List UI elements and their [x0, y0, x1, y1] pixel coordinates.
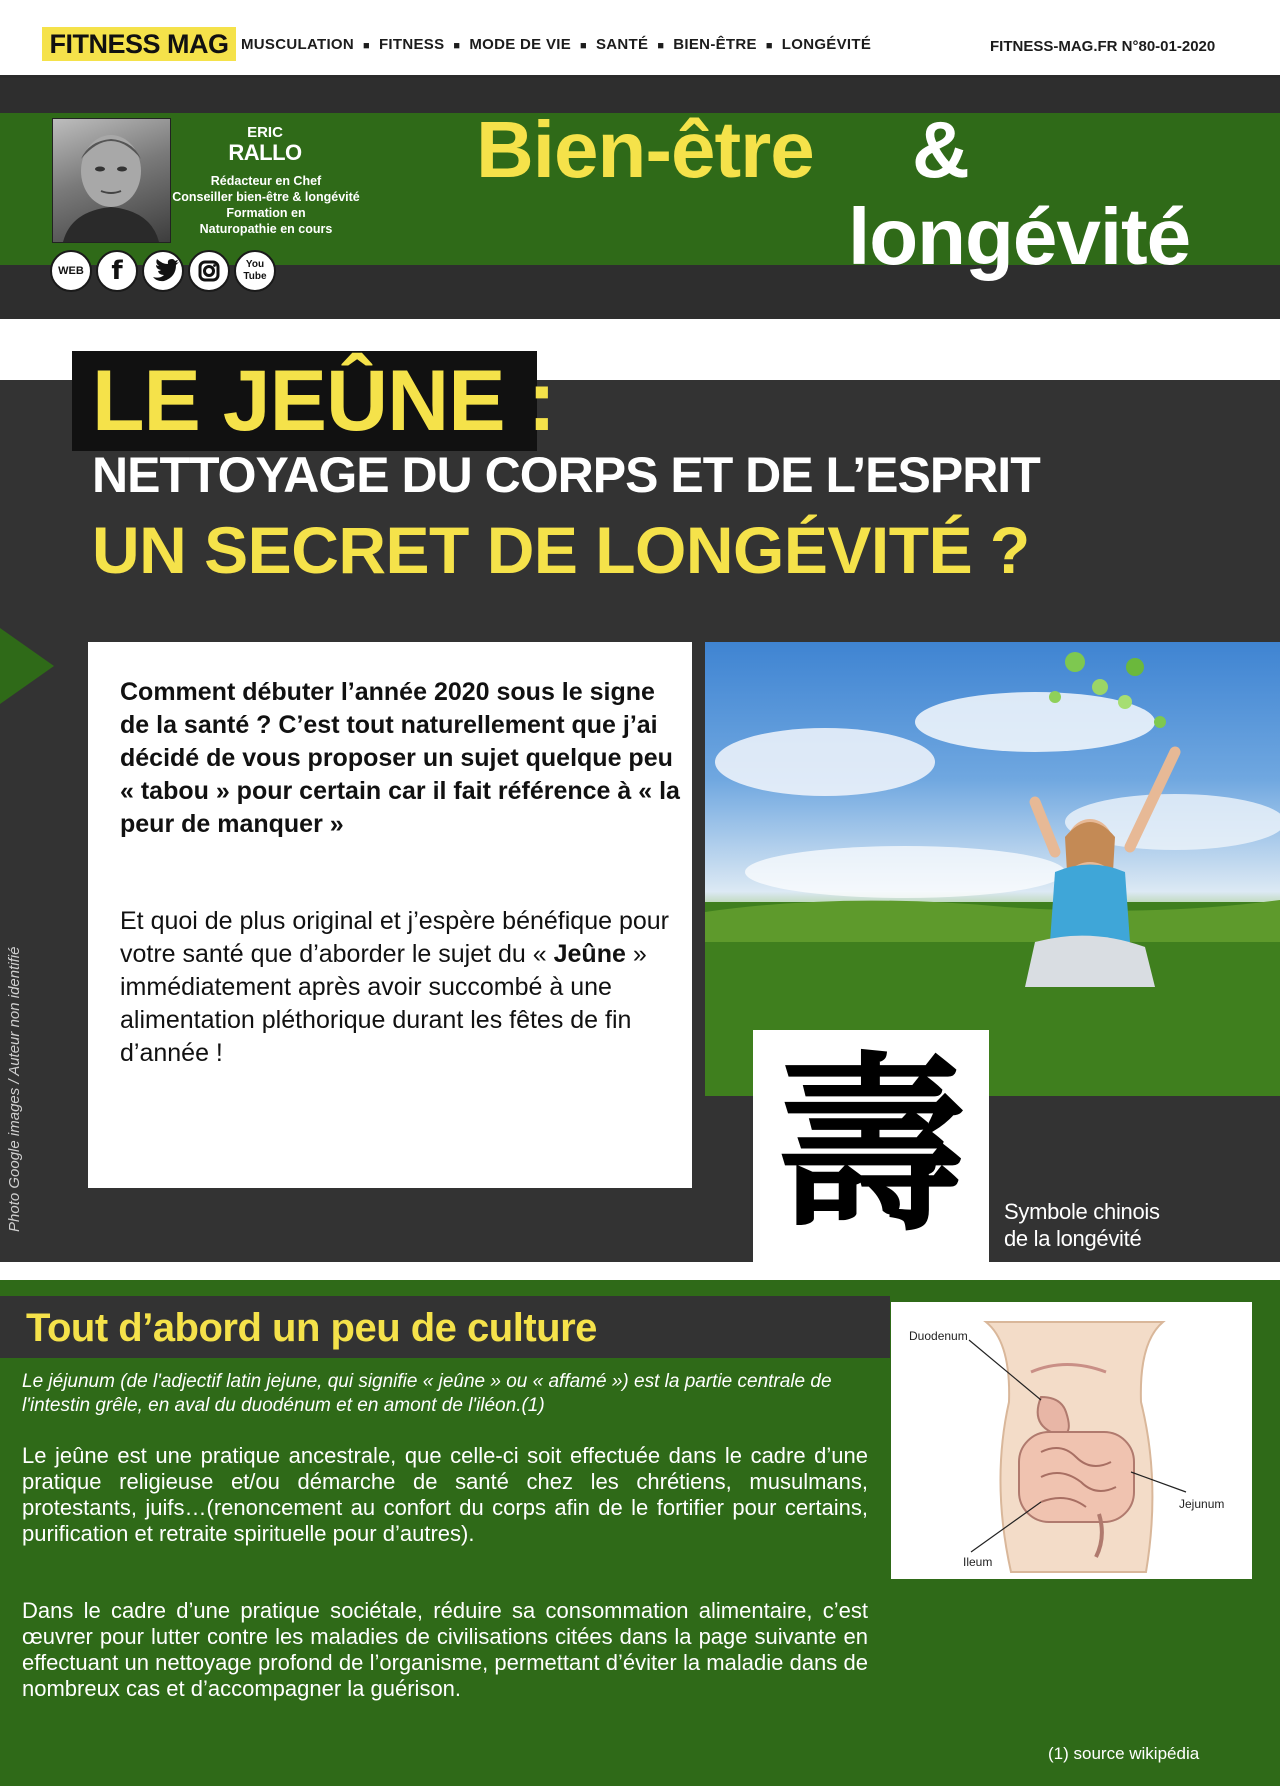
nav-separator: ■ [580, 40, 587, 52]
section-title: Bien-être [476, 105, 814, 194]
nav-item-fitness[interactable]: FITNESS [378, 36, 445, 53]
culture-definition: Le jéjunum (de l'adjectif latin jejune, qui signifie « jeûne » ou « affamé ») est la partie centrale de l'intestin grêle, en aval du duodénum et en amont de l'iléon.(1) [22, 1371, 832, 1416]
intestine-diagram [891, 1302, 1252, 1579]
article-subtitle-question: UN SECRET DE LONGÉVITÉ ? [92, 513, 1030, 587]
intro-text: Et quoi de plus original et j’espère bénéfique pour votre santé que d’aborder le sujet du « [120, 907, 669, 968]
section-title-ampersand: & [912, 105, 970, 194]
nav-separator: ■ [453, 40, 461, 52]
nav-item-longevite[interactable]: LONGÉVITÉ [781, 36, 872, 53]
article-subtitle: NETTOYAGE DU CORPS ET DE L’ESPRIT [92, 447, 1040, 503]
culture-title: Tout d’abord un peu de culture [26, 1306, 597, 1350]
facebook-icon[interactable]: f [96, 250, 138, 292]
section-title-line-2: longévité [848, 192, 1191, 281]
twitter-bird-glyph [144, 252, 182, 290]
issue-number: FITNESS-MAG.FR N°80-01-2020 [990, 38, 1216, 55]
longevity-symbol: 壽 [775, 1034, 966, 1257]
nav-item-sante[interactable]: SANTÉ [595, 36, 649, 53]
nav-separator: ■ [765, 40, 773, 52]
intro-lead: Comment débuter l’année 2020 sous le signe de la santé ? C’est tout naturellement que j’ai décidé de vous proposer un sujet quelque peu « tabou » pour certain car il fait référence à « la peur de manquer » [120, 678, 680, 838]
instagram-icon[interactable] [188, 250, 230, 292]
article-photo [705, 642, 1280, 1096]
arrow-right-icon [0, 628, 54, 704]
culture-paragraph: Dans le cadre d’une pratique sociétale, réduire sa consommation alimentaire, c’est œuvrer pour lutter contre les maladies de civilisations citées dans la page suivante en effectuant un nettoyage profond de l’organisme, permettant d’éviter la maladie dans de nombreux cas et d’accompagner la guérison. [22, 1598, 868, 1701]
twitter-icon[interactable] [142, 250, 184, 292]
symbol-caption [1004, 1198, 1160, 1252]
symbol-caption-line: de la longévité [1004, 1226, 1142, 1251]
section-divider [0, 1280, 1280, 1296]
magazine-logo[interactable]: FITNESS MAG [42, 27, 236, 61]
nav-item-bien-etre[interactable]: BIEN-ÊTRE [673, 36, 757, 53]
author-last-name: RALLO [228, 140, 302, 165]
photo-credit: Photo Google images / Auteur non identifié [6, 946, 23, 1232]
nav-item-mode-de-vie[interactable]: MODE DE VIE [469, 36, 572, 53]
nav-separator: ■ [657, 40, 665, 52]
nav-separator: ■ [363, 40, 370, 52]
author-role-line: Naturopathie en cours [199, 222, 333, 236]
portrait-silhouette [53, 119, 170, 242]
youtube-icon[interactable]: You Tube [234, 250, 276, 292]
web-icon[interactable]: WEB [50, 250, 92, 292]
intro-paragraph [120, 905, 680, 1070]
source-note[interactable]: (1) source wikipédia [1048, 1744, 1200, 1763]
diagram-label-jejunum: Jejunum [1179, 1497, 1225, 1511]
author-role [166, 173, 366, 237]
top-navigation [241, 36, 871, 56]
author-role-line: Formation en [226, 206, 306, 220]
diagram-label-ileum: Ileum [963, 1555, 993, 1569]
symbol-caption-line: Symbole chinois [1004, 1199, 1160, 1224]
intro-text: » immédiatement après avoir succombé à une alimentation pléthorique durant les fêtes de fin d’année ! [120, 940, 647, 1067]
diagram-label-duodenum: Duodenum [909, 1329, 968, 1343]
culture-paragraph: Le jeûne est une pratique ancestrale, que celle-ci soit effectuée dans le cadre d’une pratique religieuse et/ou démarche de santé chez les chrétiens, musulmans, protestants, juifs…(renoncement au confort du corps afin de le fortifier pour certains, purification et retraite spirituelle pour d’autres). [22, 1443, 868, 1546]
woman-in-meadow-illustration [705, 642, 1280, 1096]
author-portrait [52, 118, 171, 243]
nav-item-musculation[interactable]: MUSCULATION [241, 36, 355, 53]
instagram-camera-glyph [190, 252, 228, 290]
intestine-illustration [891, 1302, 1252, 1579]
author-role-line: Rédacteur en Chef [210, 174, 322, 188]
culture-body-background [0, 1358, 890, 1786]
author-role-line: Conseiller bien-être & longévité [172, 190, 360, 204]
intro-keyword: Jeûne [553, 940, 626, 968]
author-first-name: ERIC [247, 124, 283, 141]
article-title: LE JEÛNE : [92, 353, 556, 449]
